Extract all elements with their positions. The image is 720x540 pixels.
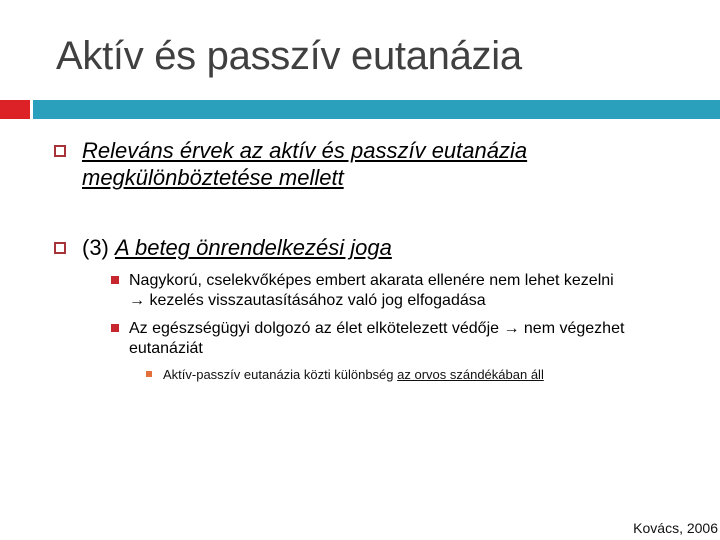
bullet-text: A beteg önrendelkezési joga: [115, 235, 392, 260]
filled-square-bullet-icon: [111, 324, 119, 332]
orange-square-bullet-icon: [146, 371, 152, 377]
bullet-text-line2: megkülönböztetése mellett: [82, 165, 344, 190]
sub-bullet-line2: eutanáziát: [129, 340, 203, 357]
slide-title: Aktív és passzív eutanázia: [56, 34, 522, 78]
square-bullet-icon: [54, 145, 66, 157]
sub-sub-bullet-underlined: az orvos szándékában áll: [397, 367, 544, 382]
sub-bullet-line1: Az egészségügyi dolgozó az élet elkötelezett védője → nem végezhet: [129, 320, 625, 337]
bullet-prefix: (3): [82, 235, 115, 260]
sub-sub-bullet-text: Aktív-passzív eutanázia közti különbség: [163, 367, 398, 382]
sub-bullet-line1: Nagykorú, cselekvőképes embert akarata ellenére nem lehet kezelni: [129, 272, 614, 289]
accent-bar-red: [0, 100, 30, 119]
sub-bullet-line2: → kezelés visszautasításához való jog elfogadása: [129, 292, 486, 309]
filled-square-bullet-icon: [111, 276, 119, 284]
citation: Kovács, 2006: [633, 520, 718, 536]
bullet-text-line1: Releváns érvek az aktív és passzív eutanázia: [82, 138, 528, 163]
accent-bar-teal: [33, 100, 720, 119]
square-bullet-icon: [54, 242, 66, 254]
